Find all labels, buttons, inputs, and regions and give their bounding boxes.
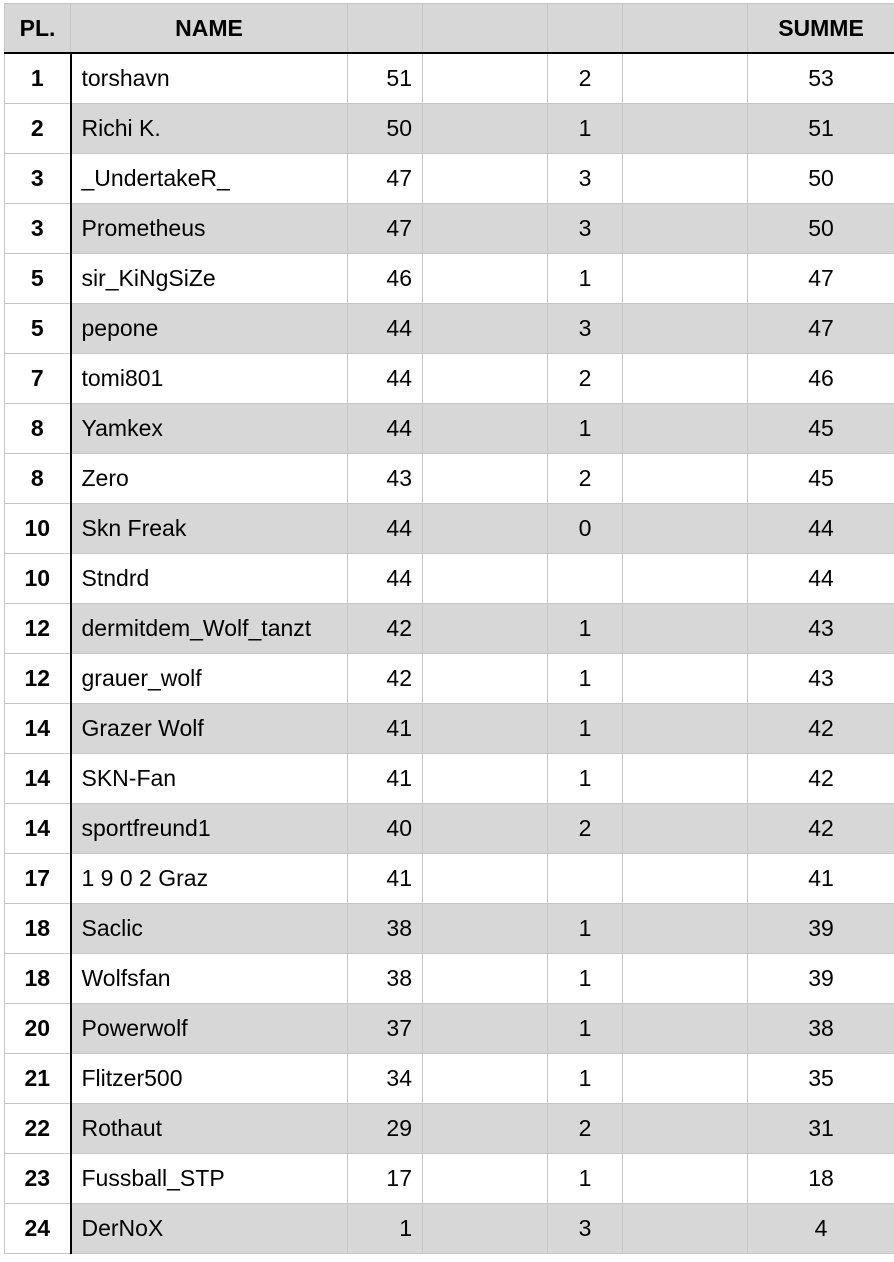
empty-cell <box>423 53 548 104</box>
table-row <box>5 654 894 704</box>
place-cell: 21 <box>5 1054 71 1104</box>
empty-cell <box>623 304 748 354</box>
empty-cell <box>623 1054 748 1104</box>
place-cell: 18 <box>5 954 71 1004</box>
place-cell: 23 <box>5 1154 71 1204</box>
points-cell: 42 <box>348 604 423 654</box>
table-row <box>5 554 894 604</box>
empty-cell <box>623 1104 748 1154</box>
table-row <box>5 754 894 804</box>
table-row <box>5 504 894 554</box>
bonus-cell: 1 <box>548 1004 623 1054</box>
place-cell: 3 <box>5 154 71 204</box>
table-row <box>5 804 894 854</box>
place-cell: 5 <box>5 254 71 304</box>
sum-cell: 43 <box>748 604 894 654</box>
bonus-cell: 0 <box>548 504 623 554</box>
name-cell: pepone <box>71 304 348 354</box>
table-row <box>5 854 894 904</box>
place-cell: 14 <box>5 754 71 804</box>
empty-cell <box>623 704 748 754</box>
sum-cell: 39 <box>748 954 894 1004</box>
name-cell: 1 9 0 2 Graz <box>71 854 348 904</box>
sum-cell: 42 <box>748 804 894 854</box>
empty-cell <box>623 754 748 804</box>
name-cell: Grazer Wolf <box>71 704 348 754</box>
points-cell: 41 <box>348 704 423 754</box>
empty-cell <box>423 104 548 154</box>
header-name: NAME <box>71 4 348 54</box>
points-cell: 41 <box>348 754 423 804</box>
place-cell: 10 <box>5 504 71 554</box>
empty-cell <box>423 1104 548 1154</box>
sum-cell: 39 <box>748 904 894 954</box>
header-place: PL. <box>5 4 71 54</box>
name-cell: Fussball_STP <box>71 1154 348 1204</box>
name-cell: Flitzer500 <box>71 1054 348 1104</box>
name-cell: Rothaut <box>71 1104 348 1154</box>
empty-cell <box>423 954 548 1004</box>
table-row <box>5 454 894 504</box>
table-row <box>5 104 894 154</box>
name-cell: sir_KiNgSiZe <box>71 254 348 304</box>
place-cell: 12 <box>5 604 71 654</box>
place-cell: 14 <box>5 704 71 754</box>
empty-cell <box>423 704 548 754</box>
empty-cell <box>423 654 548 704</box>
sum-cell: 43 <box>748 654 894 704</box>
ranking-table <box>4 3 894 1254</box>
table-row <box>5 154 894 204</box>
sum-cell: 51 <box>748 104 894 154</box>
place-cell: 1 <box>5 53 71 104</box>
table-row <box>5 404 894 454</box>
sum-cell: 47 <box>748 254 894 304</box>
empty-cell <box>623 1204 748 1254</box>
bonus-cell: 3 <box>548 204 623 254</box>
place-cell: 17 <box>5 854 71 904</box>
place-cell: 8 <box>5 404 71 454</box>
empty-cell <box>423 754 548 804</box>
sum-cell: 44 <box>748 504 894 554</box>
name-cell: DerNoX <box>71 1204 348 1254</box>
name-cell: Richi K. <box>71 104 348 154</box>
bonus-cell: 1 <box>548 104 623 154</box>
place-cell: 2 <box>5 104 71 154</box>
empty-cell <box>623 454 748 504</box>
empty-cell <box>623 204 748 254</box>
empty-cell <box>623 354 748 404</box>
bonus-cell: 1 <box>548 654 623 704</box>
ranking-table-container <box>4 3 894 1254</box>
bonus-cell: 1 <box>548 404 623 454</box>
name-cell: sportfreund1 <box>71 804 348 854</box>
name-cell: Yamkex <box>71 404 348 454</box>
bonus-cell: 3 <box>548 304 623 354</box>
empty-cell <box>623 1154 748 1204</box>
points-cell: 29 <box>348 1104 423 1154</box>
empty-cell <box>623 904 748 954</box>
points-cell: 17 <box>348 1154 423 1204</box>
header-col5 <box>548 4 623 54</box>
sum-cell: 4 <box>748 1204 894 1254</box>
table-row <box>5 304 894 354</box>
points-cell: 1 <box>348 1204 423 1254</box>
sum-cell: 31 <box>748 1104 894 1154</box>
place-cell: 14 <box>5 804 71 854</box>
empty-cell <box>423 1204 548 1254</box>
table-row <box>5 354 894 404</box>
sum-cell: 50 <box>748 204 894 254</box>
header-row <box>5 4 894 54</box>
sum-cell: 38 <box>748 1004 894 1054</box>
empty-cell <box>623 604 748 654</box>
empty-cell <box>423 904 548 954</box>
empty-cell <box>423 254 548 304</box>
name-cell: tomi801 <box>71 354 348 404</box>
empty-cell <box>623 104 748 154</box>
empty-cell <box>423 554 548 604</box>
name-cell: _UndertakeR_ <box>71 154 348 204</box>
empty-cell <box>623 554 748 604</box>
place-cell: 3 <box>5 204 71 254</box>
header-sum: SUMME <box>748 4 894 54</box>
table-row <box>5 254 894 304</box>
sum-cell: 45 <box>748 404 894 454</box>
empty-cell <box>623 804 748 854</box>
empty-cell <box>623 53 748 104</box>
empty-cell <box>423 1154 548 1204</box>
table-row <box>5 954 894 1004</box>
table-row <box>5 1004 894 1054</box>
table-row <box>5 204 894 254</box>
points-cell: 40 <box>348 804 423 854</box>
points-cell: 46 <box>348 254 423 304</box>
place-cell: 12 <box>5 654 71 704</box>
name-cell: Prometheus <box>71 204 348 254</box>
sum-cell: 53 <box>748 53 894 104</box>
empty-cell <box>423 604 548 654</box>
table-row <box>5 53 894 104</box>
empty-cell <box>423 854 548 904</box>
points-cell: 34 <box>348 1054 423 1104</box>
place-cell: 18 <box>5 904 71 954</box>
sum-cell: 47 <box>748 304 894 354</box>
empty-cell <box>423 1004 548 1054</box>
empty-cell <box>623 954 748 1004</box>
header-col4 <box>423 4 548 54</box>
place-cell: 5 <box>5 304 71 354</box>
empty-cell <box>423 154 548 204</box>
place-cell: 20 <box>5 1004 71 1054</box>
empty-cell <box>423 354 548 404</box>
sum-cell: 18 <box>748 1154 894 1204</box>
table-row <box>5 704 894 754</box>
bonus-cell: 1 <box>548 254 623 304</box>
bonus-cell: 2 <box>548 354 623 404</box>
points-cell: 50 <box>348 104 423 154</box>
empty-cell <box>623 154 748 204</box>
empty-cell <box>423 454 548 504</box>
empty-cell <box>623 1004 748 1054</box>
sum-cell: 42 <box>748 704 894 754</box>
name-cell: Saclic <box>71 904 348 954</box>
place-cell: 24 <box>5 1204 71 1254</box>
bonus-cell: 1 <box>548 604 623 654</box>
sum-cell: 41 <box>748 854 894 904</box>
table-header <box>5 4 894 54</box>
sum-cell: 46 <box>748 354 894 404</box>
bonus-cell: 3 <box>548 1204 623 1254</box>
bonus-cell: 1 <box>548 1154 623 1204</box>
bonus-cell: 1 <box>548 954 623 1004</box>
points-cell: 44 <box>348 504 423 554</box>
table-row <box>5 1204 894 1254</box>
table-row <box>5 1154 894 1204</box>
points-cell: 51 <box>348 53 423 104</box>
bonus-cell: 2 <box>548 454 623 504</box>
bonus-cell <box>548 554 623 604</box>
bonus-cell: 2 <box>548 804 623 854</box>
sum-cell: 50 <box>748 154 894 204</box>
empty-cell <box>623 654 748 704</box>
bonus-cell: 2 <box>548 1104 623 1154</box>
points-cell: 38 <box>348 904 423 954</box>
points-cell: 41 <box>348 854 423 904</box>
points-cell: 37 <box>348 1004 423 1054</box>
sum-cell: 35 <box>748 1054 894 1104</box>
table-row <box>5 1054 894 1104</box>
empty-cell <box>623 854 748 904</box>
empty-cell <box>423 1054 548 1104</box>
sum-cell: 44 <box>748 554 894 604</box>
bonus-cell: 3 <box>548 154 623 204</box>
table-row <box>5 604 894 654</box>
bonus-cell: 2 <box>548 53 623 104</box>
name-cell: SKN-Fan <box>71 754 348 804</box>
sum-cell: 45 <box>748 454 894 504</box>
empty-cell <box>623 254 748 304</box>
table-row <box>5 1104 894 1154</box>
empty-cell <box>423 804 548 854</box>
bonus-cell: 1 <box>548 704 623 754</box>
name-cell: Skn Freak <box>71 504 348 554</box>
header-col6 <box>623 4 748 54</box>
name-cell: Stndrd <box>71 554 348 604</box>
name-cell: torshavn <box>71 53 348 104</box>
place-cell: 22 <box>5 1104 71 1154</box>
points-cell: 42 <box>348 654 423 704</box>
place-cell: 10 <box>5 554 71 604</box>
empty-cell <box>423 304 548 354</box>
name-cell: Zero <box>71 454 348 504</box>
place-cell: 8 <box>5 454 71 504</box>
bonus-cell: 1 <box>548 904 623 954</box>
table-body <box>5 53 894 1254</box>
sum-cell: 42 <box>748 754 894 804</box>
points-cell: 43 <box>348 454 423 504</box>
points-cell: 47 <box>348 154 423 204</box>
points-cell: 44 <box>348 304 423 354</box>
bonus-cell: 1 <box>548 1054 623 1104</box>
table-row <box>5 904 894 954</box>
empty-cell <box>423 204 548 254</box>
empty-cell <box>423 404 548 454</box>
empty-cell <box>423 504 548 554</box>
empty-cell <box>623 404 748 454</box>
name-cell: Wolfsfan <box>71 954 348 1004</box>
name-cell: grauer_wolf <box>71 654 348 704</box>
points-cell: 38 <box>348 954 423 1004</box>
name-cell: Powerwolf <box>71 1004 348 1054</box>
points-cell: 44 <box>348 354 423 404</box>
points-cell: 44 <box>348 404 423 454</box>
header-col3 <box>348 4 423 54</box>
points-cell: 47 <box>348 204 423 254</box>
points-cell: 44 <box>348 554 423 604</box>
place-cell: 7 <box>5 354 71 404</box>
bonus-cell: 1 <box>548 754 623 804</box>
name-cell: dermitdem_Wolf_tanzt <box>71 604 348 654</box>
empty-cell <box>623 504 748 554</box>
bonus-cell <box>548 854 623 904</box>
